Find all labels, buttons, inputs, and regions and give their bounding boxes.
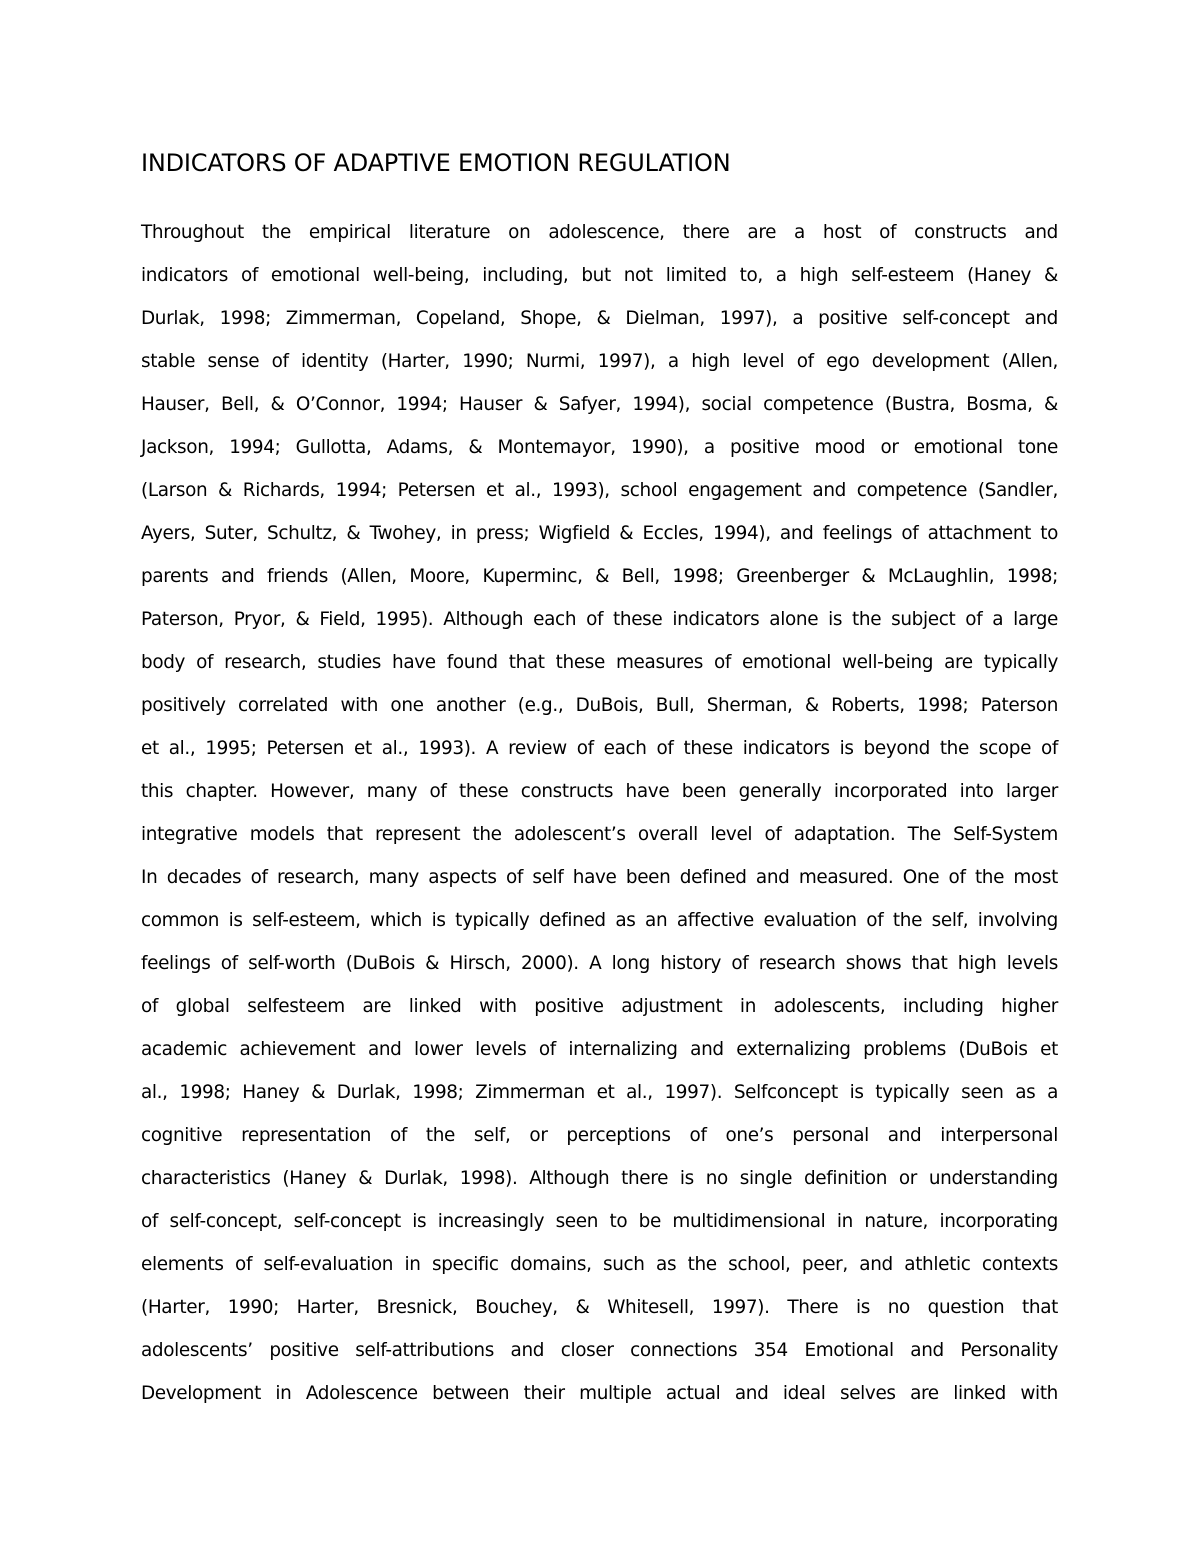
text-line: Throughout the empirical literature on adolescence, there are a host of constructs and (141, 222, 1058, 243)
text-line: (Larson & Richards, 1994; Petersen et al., 1993), school engagement and competence (Sandler, (141, 480, 1058, 501)
text-line: elements of self-evaluation in specific domains, such as the school, peer, and athletic contexts (141, 1254, 1058, 1275)
text-line: Jackson, 1994; Gullotta, Adams, & Montemayor, 1990), a positive mood or emotional tone (141, 437, 1058, 458)
text-line: Hauser, Bell, & O’Connor, 1994; Hauser & Safyer, 1994), social competence (Bustra, Bosma, & (141, 394, 1058, 415)
text-line: Durlak, 1998; Zimmerman, Copeland, Shope, & Dielman, 1997), a positive self-concept and (141, 308, 1058, 329)
text-line: characteristics (Haney & Durlak, 1998). Although there is no single definition or understanding (141, 1168, 1058, 1189)
text-line: academic achievement and lower levels of internalizing and externalizing problems (DuBois et (141, 1039, 1058, 1060)
text-line: stable sense of identity (Harter, 1990; Nurmi, 1997), a high level of ego development (Allen, (141, 351, 1058, 372)
body-paragraph (141, 211, 1058, 1415)
text-line: In decades of research, many aspects of self have been defined and measured. One of the most (141, 867, 1058, 888)
text-line: Ayers, Suter, Schultz, & Twohey, in press; Wigfield & Eccles, 1994), and feelings of attachment to (141, 523, 1058, 544)
text-line: positively correlated with one another (e.g., DuBois, Bull, Sherman, & Roberts, 1998; Paterson (141, 695, 1058, 716)
text-line: cognitive representation of the self, or perceptions of one’s personal and interpersonal (141, 1125, 1058, 1146)
text-line: (Harter, 1990; Harter, Bresnick, Bouchey, & Whitesell, 1997). There is no question that (141, 1297, 1058, 1318)
text-line: of self-concept, self-concept is increasingly seen to be multidimensional in nature, incorporating (141, 1211, 1058, 1232)
page-heading: INDICATORS OF ADAPTIVE EMOTION REGULATION (141, 149, 731, 177)
text-line: of global selfesteem are linked with positive adjustment in adolescents, including higher (141, 996, 1058, 1017)
text-line: this chapter. However, many of these constructs have been generally incorporated into larger (141, 781, 1058, 802)
text-line: parents and friends (Allen, Moore, Kuperminc, & Bell, 1998; Greenberger & McLaughlin, 1998; (141, 566, 1058, 587)
text-line: indicators of emotional well-being, including, but not limited to, a high self-esteem (Haney & (141, 265, 1058, 286)
text-line: integrative models that represent the adolescent’s overall level of adaptation. The Self-System (141, 824, 1058, 845)
text-line: al., 1998; Haney & Durlak, 1998; Zimmerman et al., 1997). Selfconcept is typically seen as a (141, 1082, 1058, 1103)
text-line: et al., 1995; Petersen et al., 1993). A review of each of these indicators is beyond the scope of (141, 738, 1058, 759)
text-line: adolescents’ positive self-attributions and closer connections 354 Emotional and Personality (141, 1340, 1058, 1361)
text-line: Paterson, Pryor, & Field, 1995). Although each of these indicators alone is the subject of a large (141, 609, 1058, 630)
text-line: body of research, studies have found that these measures of emotional well-being are typically (141, 652, 1058, 673)
text-line: Development in Adolescence between their multiple actual and ideal selves are linked with (141, 1383, 1058, 1404)
text-line: feelings of self-worth (DuBois & Hirsch, 2000). A long history of research shows that high levels (141, 953, 1058, 974)
text-line: common is self-esteem, which is typically defined as an affective evaluation of the self, involving (141, 910, 1058, 931)
